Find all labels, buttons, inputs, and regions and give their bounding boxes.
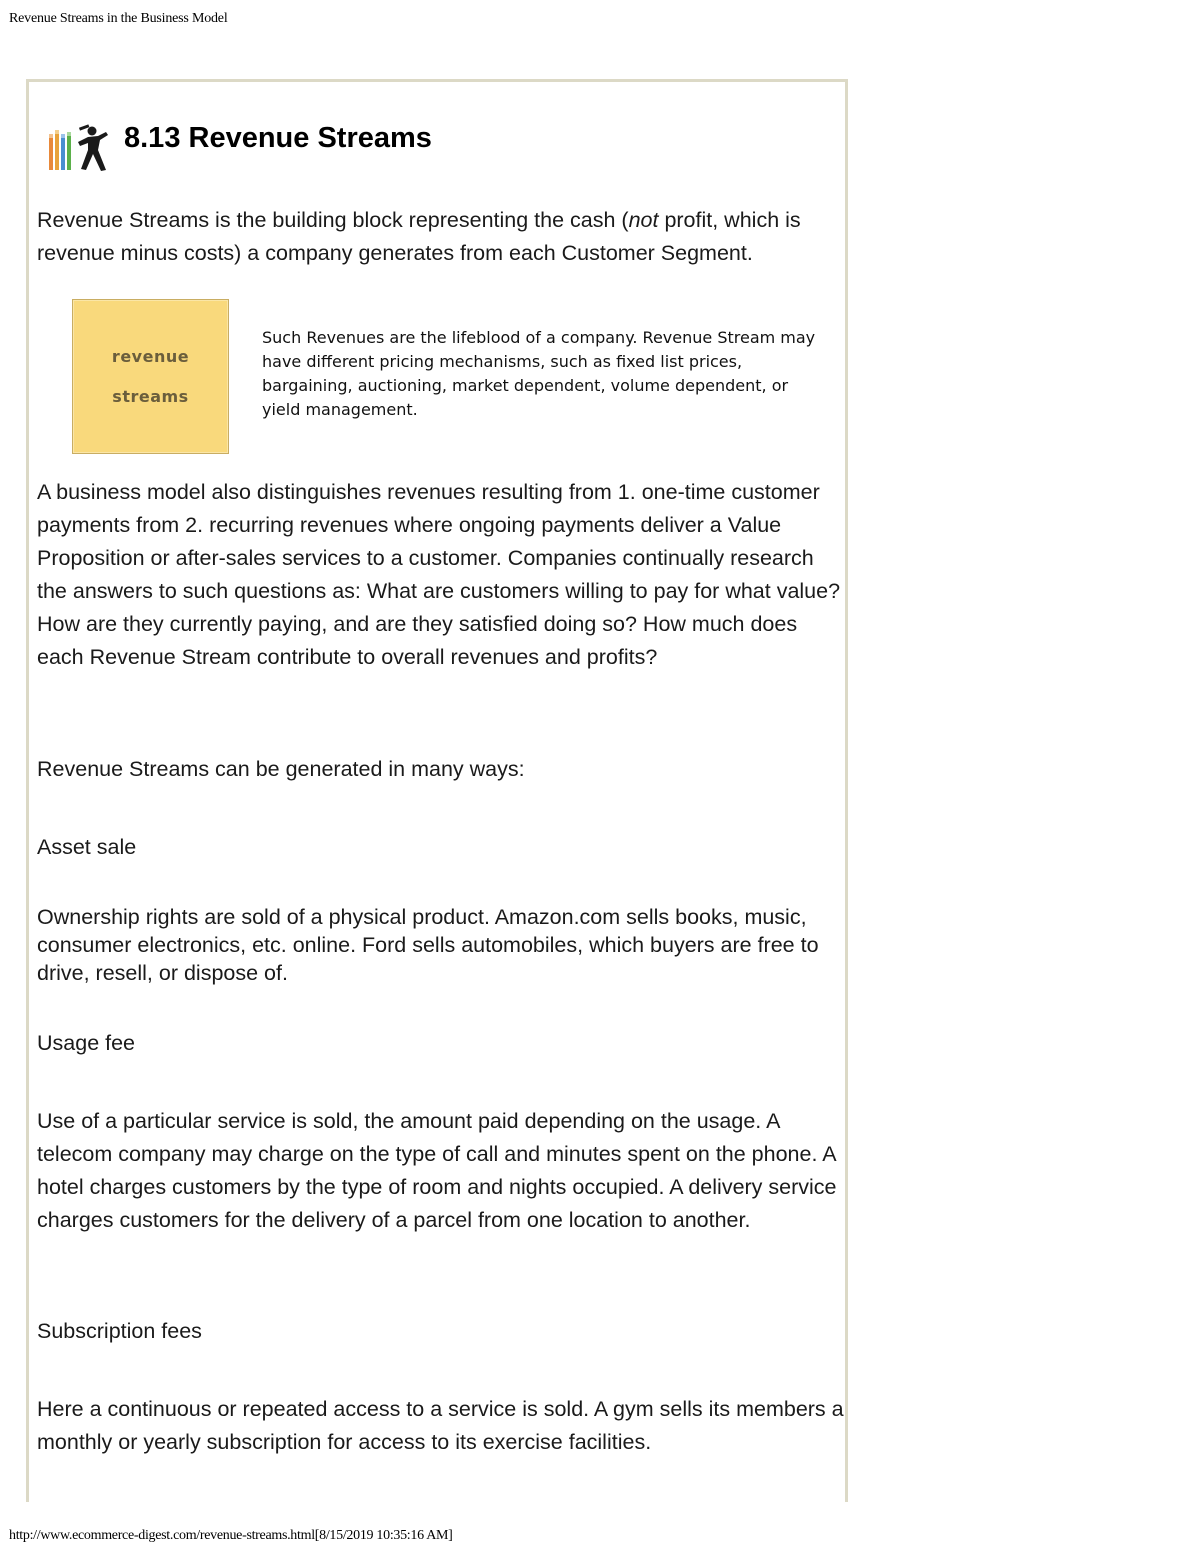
- ways-intro-paragraph: Revenue Streams can be generated in many ways:: [37, 757, 525, 781]
- article-frame: [26, 79, 848, 1502]
- lifeblood-paragraph: Such Revenues are the lifeblood of a company. Revenue Stream may have different pricing mechanisms, such as fixed list prices, bargaining, auctioning, market dependent, volume dependent, or yield management.: [262, 328, 816, 419]
- print-footer-url: http://www.ecommerce-digest.com/revenue-streams.html[8/15/2019 10:35:16 AM]: [9, 1528, 453, 1543]
- block-image-line-2: streams: [112, 386, 189, 406]
- block-image-line-1: revenue: [111, 346, 190, 366]
- business-model-paragraph: A business model also distinguishes revenues resulting from 1. one-time customer payments from 2. recurring revenues where ongoing payments deliver a Value Proposition or after-sales services to a customer. Companies continually research the answers to such questions as: What are customers willing to pay for what value? How are they currently paying, and are they satisfied doing so? How much does each Revenue Stream contribute to overall revenues and profits?: [37, 480, 841, 669]
- business-tools-figure-icon: [48, 120, 110, 176]
- section-heading-asset-sale: Asset sale: [37, 835, 137, 859]
- intro-text-end: profit, which is revenue minus costs) a company generates from each Customer Segment.: [37, 208, 801, 265]
- page-title: 8.13 Revenue Streams: [124, 122, 432, 154]
- print-header: Revenue Streams in the Business Model: [9, 11, 228, 26]
- section-heading-subscription-fees: Subscription fees: [37, 1319, 202, 1343]
- intro-emphasis: not: [628, 208, 659, 232]
- section-heading-usage-fee: Usage fee: [37, 1031, 136, 1055]
- title-icon-wrap: [48, 120, 110, 176]
- intro-paragraph: [37, 204, 849, 270]
- revenue-streams-block-image: [72, 299, 229, 454]
- section-body-usage-fee: Use of a particular service is sold, the amount paid depending on the usage. A telecom company may charge on the type of call and minutes spent on the phone. A hotel charges customers by the type of room and nights occupied. A delivery service charges customers for the delivery of a parcel from one location to another.: [37, 1109, 837, 1232]
- intro-text-start: Revenue Streams is the building block representing the cash (: [37, 208, 629, 232]
- section-body-subscription-fees: Here a continuous or repeated access to a service is sold. A gym sells its members a monthly or yearly subscription for access to its exercise facilities.: [37, 1397, 844, 1454]
- section-body-asset-sale: Ownership rights are sold of a physical product. Amazon.com sells books, music, consumer electronics, etc. online. Ford sells automobiles, which buyers are free to drive, resell, or dispose of.: [37, 905, 819, 985]
